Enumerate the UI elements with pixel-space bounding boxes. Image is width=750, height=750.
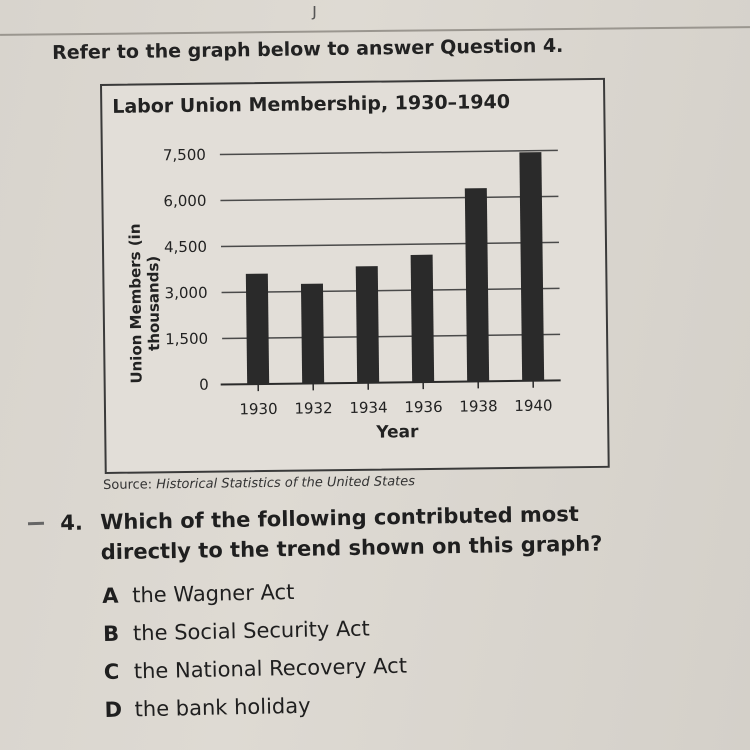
bar	[465, 188, 489, 381]
choice-text: the National Recovery Act	[133, 653, 408, 684]
bar	[411, 255, 435, 383]
gridline	[222, 288, 560, 292]
chart-source	[103, 474, 415, 493]
choice-text: the bank holiday	[134, 693, 311, 722]
choice-text: the Wagner Act	[131, 579, 295, 608]
y-tick-label: 4,500	[163, 237, 208, 257]
x-tick-label: 1932	[294, 399, 333, 418]
gridline	[222, 334, 560, 338]
x-axis-label: Year	[376, 422, 419, 443]
x-tick-label: 1940	[514, 396, 553, 415]
choice-letter: D	[104, 697, 123, 722]
y-tick-label: 7,500	[162, 145, 206, 165]
question-prompt: Refer to the graph below to answer Question 4.	[52, 34, 564, 64]
question-4	[60, 497, 701, 568]
bar	[246, 274, 269, 385]
choice-b[interactable]	[103, 616, 407, 660]
x-axis-line	[221, 380, 561, 384]
bar	[519, 152, 544, 381]
y-tick-label: 1,500	[165, 329, 209, 349]
margin-dash	[28, 522, 44, 526]
choice-c[interactable]	[104, 654, 408, 698]
x-tick-label: 1930	[239, 399, 278, 419]
choice-letter: A	[102, 583, 119, 608]
y-tick-label: 0	[199, 375, 209, 394]
page-rule	[0, 26, 750, 36]
chart-title: Labor Union Membership, 1930–1940	[112, 90, 511, 118]
bar-chart-plot	[102, 80, 612, 476]
bar	[356, 266, 379, 383]
gridline	[220, 150, 558, 154]
choice-a[interactable]	[102, 578, 406, 622]
y-tick-label: 6,000	[163, 191, 207, 211]
chart-container	[100, 78, 610, 474]
question-number: 4.	[60, 510, 84, 535]
x-tick-label: 1936	[404, 397, 443, 417]
choice-letter: B	[102, 621, 120, 646]
y-axis-label: Union Members (in thousands)	[125, 223, 164, 384]
x-tick-label: 1938	[459, 397, 498, 416]
bar	[301, 284, 324, 384]
source-label: Source:	[103, 477, 157, 493]
answer-choices	[102, 578, 408, 736]
x-tick-label: 1934	[349, 398, 388, 417]
source-title: Historical Statistics of the United States	[156, 474, 416, 493]
choice-letter: C	[103, 659, 120, 684]
gridline	[221, 242, 559, 246]
choice-d[interactable]	[104, 692, 408, 736]
y-tick-label: 3,000	[164, 283, 208, 303]
gridline	[220, 196, 558, 200]
question-text-line2: directly to the trend shown on this graph?	[100, 531, 603, 565]
question-text-line1: Which of the following contributed most	[100, 501, 579, 535]
pen-mark: ȷ	[312, 0, 318, 21]
choice-text: the Social Security Act	[132, 616, 371, 646]
